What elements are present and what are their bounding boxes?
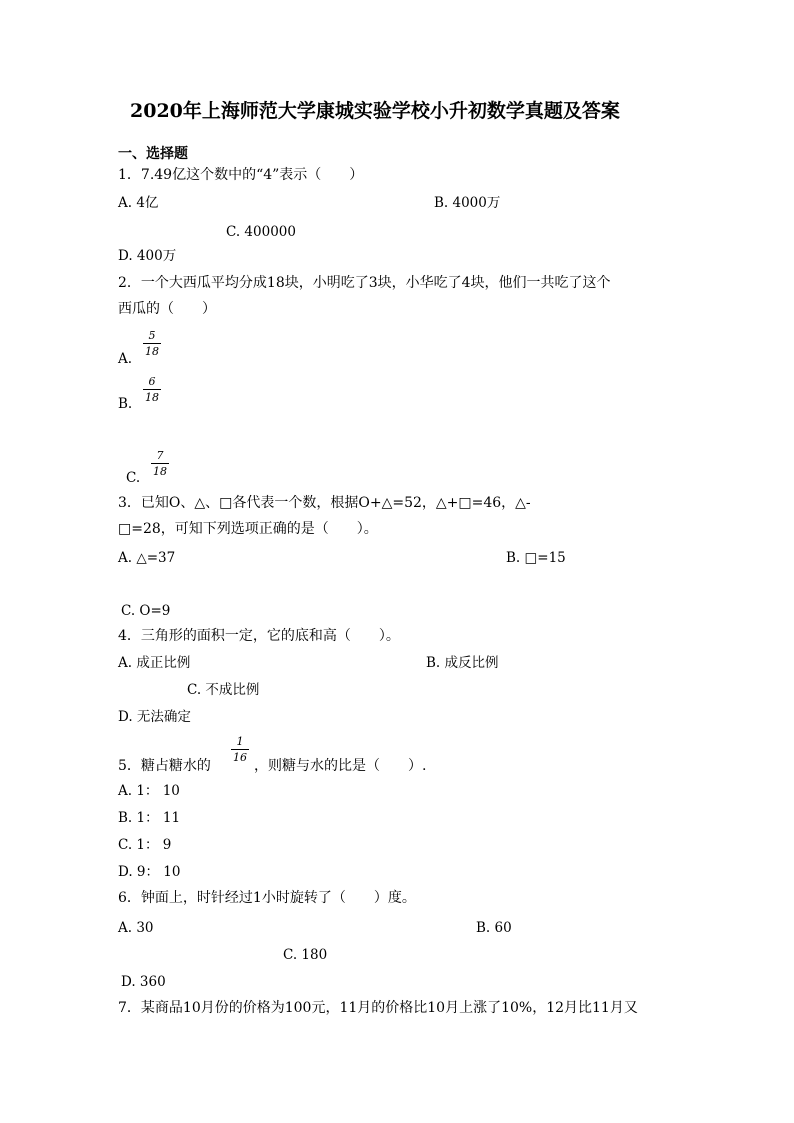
fraction-bar xyxy=(143,389,161,390)
question-2-option-a-label: A. xyxy=(118,351,133,367)
question-2-option-b-fraction xyxy=(143,376,161,403)
question-3-option-a: A. △=37 xyxy=(118,550,176,566)
question-5-option-b: B. 1： 11 xyxy=(118,810,181,826)
question-4-option-b: B. 成反比例 xyxy=(426,655,499,671)
question-6-option-a: A. 30 xyxy=(118,920,154,936)
question-6-stem: 6．钟面上，时针经过1小时旋转了（ ）度。 xyxy=(118,890,416,906)
question-2-option-c-fraction xyxy=(151,450,169,477)
fraction-denominator: 18 xyxy=(145,345,159,358)
question-5-option-a: A. 1： 10 xyxy=(118,783,180,799)
fraction-numerator: 5 xyxy=(148,329,156,342)
fraction-denominator: 16 xyxy=(233,751,247,764)
question-1-stem: 1．7.49亿这个数中的“4”表示（ ） xyxy=(118,167,364,183)
fraction-bar xyxy=(231,749,249,750)
question-7-stem: 7．某商品10月份的价格为100元，11月的价格比10月上涨了10%，12月比11月又 xyxy=(118,1000,638,1016)
question-3-option-b: B. □=15 xyxy=(506,550,566,566)
question-6-option-c: C. 180 xyxy=(283,947,328,963)
fraction-bar xyxy=(151,463,169,464)
question-1-option-b: B. 4000万 xyxy=(434,195,501,211)
question-5-stem-prefix: 5．糖占糖水的 xyxy=(118,758,211,774)
question-3-stem-line2: □=28，可知下列选项正确的是（ ）。 xyxy=(118,521,378,537)
question-6-option-b: B. 60 xyxy=(476,920,512,936)
fraction-bar xyxy=(143,343,161,344)
question-4-option-d: D. 无法确定 xyxy=(118,709,191,725)
question-4-option-a: A. 成正比例 xyxy=(118,655,191,671)
question-4-option-c: C. 不成比例 xyxy=(187,682,260,698)
question-5-option-c: C. 1： 9 xyxy=(118,837,172,853)
question-5-option-d: D. 9： 10 xyxy=(118,864,181,880)
question-2-option-b-label: B. xyxy=(118,396,133,412)
fraction-numerator: 7 xyxy=(156,449,164,462)
question-1-option-d: D. 400万 xyxy=(118,248,177,264)
question-5-fraction xyxy=(231,736,249,763)
fraction-denominator: 18 xyxy=(153,465,167,478)
fraction-numerator: 1 xyxy=(236,735,244,748)
question-5-stem-suffix: ，则糖与水的比是（ ）. xyxy=(254,758,427,774)
question-2-option-c-label: C. xyxy=(126,470,141,486)
fraction-numerator: 6 xyxy=(148,375,156,388)
question-2-stem-line2: 西瓜的（ ） xyxy=(118,301,216,317)
question-3-option-c: C. O=9 xyxy=(121,603,171,619)
page-title: 2020年上海师范大学康城实验学校小升初数学真题及答案 xyxy=(130,100,620,122)
question-1-option-a: A. 4亿 xyxy=(118,195,159,211)
fraction-denominator: 18 xyxy=(145,391,159,404)
question-2-option-a-fraction xyxy=(143,330,161,357)
question-1-option-c: C. 400000 xyxy=(226,224,296,240)
question-6-option-d: D. 360 xyxy=(121,974,166,990)
question-2-stem-line1: 2．一个大西瓜平均分成18块，小明吃了3块，小华吃了4块，他们一共吃了这个 xyxy=(118,275,611,291)
question-3-stem-line1: 3．已知O、△、□各代表一个数，根据O+△=52，△+□=46，△- xyxy=(118,495,531,511)
section-heading: 一、选择题 xyxy=(118,146,188,162)
question-4-stem: 4．三角形的面积一定，它的底和高（ ）。 xyxy=(118,628,400,644)
